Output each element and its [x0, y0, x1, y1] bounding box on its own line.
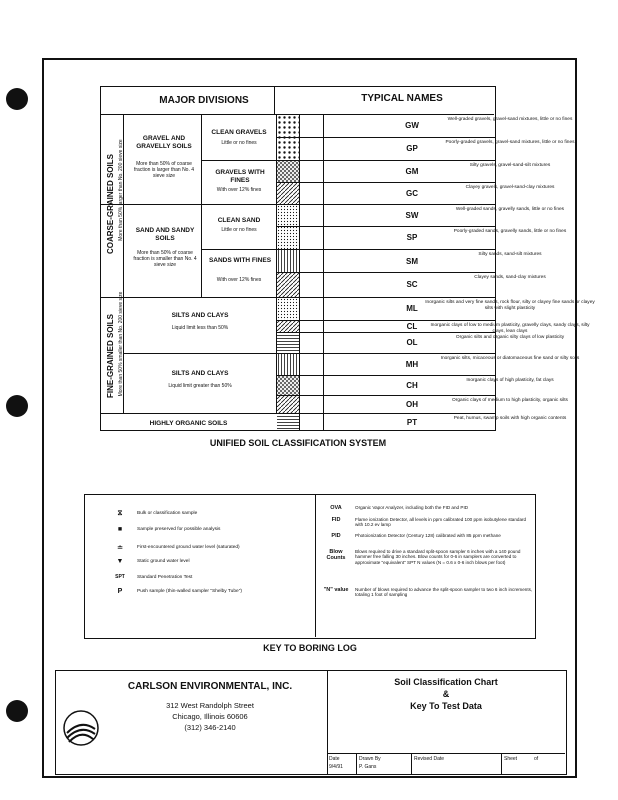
symbol-gp — [277, 137, 299, 160]
legend-key-3: PID — [331, 533, 341, 539]
row-desc-gw: Well-graded gravels, gravel-sand mixtures, little or no fines — [447, 117, 573, 122]
silts-clays-low-sub: Liquid limit less than 50% — [171, 325, 229, 331]
row-desc-ol: Organic silts and organic silty clays of low plasticity — [455, 335, 565, 340]
fine-grained-sub: More than 50% smaller than No. 200 sieve size — [118, 291, 124, 397]
legend-symbol-3: ≐ — [117, 545, 123, 552]
silts-clays-low: SILTS AND CLAYS — [171, 312, 229, 319]
symbol-mh — [277, 353, 299, 375]
row-code-sc: SC — [406, 280, 418, 289]
sheet-label: Sheet — [504, 756, 518, 762]
usc-caption: UNIFIED SOIL CLASSIFICATION SYSTEM — [209, 438, 387, 448]
clean-sand: CLEAN SAND — [217, 217, 261, 224]
row-desc-gp: Poorly-graded gravels, gravel-sand mixtures, little or no fines — [445, 140, 575, 145]
row-desc-sc: Clayey sands, sand-clay mixtures — [474, 275, 546, 280]
row-desc-gm: Silty gravels, gravel-sand-silt mixtures — [469, 163, 551, 168]
symbol-sc — [277, 272, 299, 297]
row-desc-sm: Silty sands, sand-silt mixtures — [478, 252, 542, 257]
row-code-gc: GC — [406, 189, 418, 198]
legend-symbol-1: ⧖ — [117, 510, 123, 517]
coarse-grained-label: COARSE-GRAINED SOILS — [106, 154, 115, 255]
row-code-gw: GW — [405, 121, 419, 130]
row-code-oh: OH — [406, 399, 418, 409]
row-code-ml: ML — [406, 304, 418, 313]
legend-text-1: Bulk or classification sample — [137, 511, 198, 516]
row-desc-gc: Clayey gravels, gravel-sand-clay mixtures — [465, 185, 555, 190]
row-code-mh: MH — [405, 359, 419, 369]
sand-sub: More than 50% of coarse fraction is smaller than No. 4 sieve size — [133, 250, 197, 268]
row-desc-ml: Inorganic silts and very fine sands, rock flour, silty or clayey fine sands or clayey silts with slight plasticity — [425, 300, 595, 311]
sands-with-fines: SANDS WITH FINES — [208, 257, 272, 264]
legend-key-text-5: Number of blows required to advance the split-spoon sampler to two 6 inch increments, totaling 1 foot of sampling — [355, 587, 533, 598]
gravels-with-fines: GRAVELS WITH FINES — [215, 169, 265, 184]
row-code-sm: SM — [406, 256, 418, 266]
symbol-ch — [277, 375, 299, 395]
fine-grained-label: FINE-GRAINED SOILS — [106, 314, 115, 399]
symbol-ml — [277, 297, 299, 320]
row-desc-cl: Inorganic clays of low to medium plasticity, gravelly clays, sandy clays, silty clays, lean clays — [430, 323, 590, 334]
symbol-sm — [277, 249, 299, 272]
legend-symbol-5: SPT — [115, 574, 125, 580]
row-desc-pt: Peat, humus, swamp soils with high organic contents — [453, 416, 567, 421]
typical-names-header: TYPICAL NAMES — [361, 93, 443, 104]
company-phone: (312) 346-2140 — [184, 723, 236, 732]
highly-organic-soils: HIGHLY ORGANIC SOILS — [149, 420, 228, 427]
row-desc-ch: Inorganic clays of high plasticity, fat clays — [466, 378, 554, 383]
legend-key-2: FID — [331, 517, 341, 523]
company-address-2: Chicago, Illinois 60606 — [172, 712, 248, 721]
drawing-title-1: Soil Classification Chart — [394, 677, 498, 687]
binder-hole-bottom — [6, 700, 28, 722]
legend-key-1: OVA — [330, 505, 342, 511]
date-value: 9/4/91 — [329, 764, 343, 770]
legend-key-4: Blow Counts — [326, 549, 346, 561]
coarse-grained-sub: More than 50% larger than No. 200 sieve size — [118, 139, 124, 241]
legend-symbol-4: ▼ — [116, 558, 124, 565]
row-code-sp: SP — [406, 233, 418, 242]
legend-text-5: Standard Penetration Test — [137, 575, 193, 580]
date-label: Date — [329, 756, 340, 762]
row-code-ol: OL — [406, 338, 418, 347]
row-code-ch: CH — [406, 380, 418, 390]
major-divisions-header: MAJOR DIVISIONS — [159, 95, 249, 106]
legend-key-5: "N" value — [323, 587, 349, 593]
symbol-cl — [277, 320, 299, 332]
legend-symbol-6: P — [117, 588, 123, 595]
symbol-gm — [277, 160, 299, 182]
symbol-sp — [277, 226, 299, 249]
legend-text-2: Sample preserved for possible analysis — [137, 527, 221, 532]
silts-clays-high-sub: Liquid limit greater than 50% — [168, 383, 232, 389]
symbol-gc — [277, 182, 299, 204]
binder-hole-middle — [6, 395, 28, 417]
drawing-title-2: & — [442, 689, 450, 699]
row-code-gp: GP — [406, 144, 418, 153]
binder-hole-top — [6, 88, 28, 110]
gravel-sub: More than 50% of coarse fraction is larger than No. 4 sieve size — [133, 161, 195, 179]
legend-text-6: Push sample (thin-walled sampler "Shelby Tube") — [137, 589, 242, 594]
title-block — [55, 670, 567, 775]
drawn-by-label: Drawn By — [359, 756, 381, 762]
symbol-sw — [277, 204, 299, 226]
legend-key-text-1: Organic Vapor Analyzer, including both the FID and PID — [355, 505, 469, 510]
legend-key-text-2: Flame ionization Detector, all levels in ppm calibrated 100 ppm isobutylene standard with 10.2 ev lamp — [355, 517, 527, 528]
symbol-ol — [277, 332, 299, 353]
row-code-gm: GM — [405, 167, 419, 176]
row-desc-sp: Poorly-graded sands, gravelly sands, little or no fines — [453, 229, 567, 234]
legend-key-text-3: Photoionization Detector (Century 128) calibrated with 85 ppm methane — [355, 533, 501, 538]
row-code-pt: PT — [406, 417, 418, 427]
drawn-by-value: P. Gans — [359, 764, 377, 770]
row-desc-sw: Well-graded sands, gravelly sands, little or no fines — [455, 207, 565, 212]
row-code-cl: CL — [406, 321, 418, 331]
company-name: CARLSON ENVIRONMENTAL, INC. — [127, 681, 293, 692]
sands-with-fines-sub: With over 12% fines — [216, 277, 262, 283]
company-address-1: 312 West Randolph Street — [166, 701, 254, 710]
usc-chart — [100, 86, 595, 431]
row-desc-oh: Organic clays of medium to high plasticity, organic silts — [452, 398, 568, 403]
legend-text-3: First-encountered ground water level (saturated) — [137, 545, 240, 550]
clean-gravels-sub: Little or no fines — [221, 140, 257, 146]
clean-sand-sub: Little or no fines — [221, 227, 257, 233]
row-desc-mh: Inorganic silts, micaceous or diatomaceous fine sand or silty soils — [440, 356, 580, 361]
legend-symbol-2: ■ — [117, 526, 123, 533]
legend-text-4: Static ground water level — [137, 559, 190, 564]
clean-gravels: CLEAN GRAVELS — [211, 129, 267, 136]
boring-log-caption: KEY TO BORING LOG — [263, 643, 357, 653]
soil-symbol-column — [277, 115, 299, 431]
symbol-oh — [277, 395, 299, 413]
silts-clays-high: SILTS AND CLAYS — [171, 370, 229, 377]
row-code-sw: SW — [405, 211, 419, 220]
company-logo — [62, 709, 100, 747]
sand-title: SAND AND SANDY SOILS — [135, 227, 195, 242]
gravels-with-fines-sub: With over 12% fines — [216, 187, 262, 193]
revised-date-label: Revised Date — [414, 756, 445, 762]
boring-log-legend — [84, 494, 536, 639]
sheet-value: of — [534, 756, 539, 762]
gravel-title: GRAVEL AND GRAVELLY SOILS — [136, 135, 192, 150]
symbol-gw — [277, 115, 299, 137]
drawing-title-3: Key To Test Data — [410, 701, 482, 711]
symbol-pt — [277, 413, 299, 431]
legend-key-text-4: Blows required to drive a standard split-spoon sampler 6 inches with a 140 pound hammer free falling 30 inches. Blow counts for 0-6 in samplers are converted to approximate "equivalent" SPT N values (N = 0.6 x 0-6 inch blows per foot) — [355, 549, 521, 565]
